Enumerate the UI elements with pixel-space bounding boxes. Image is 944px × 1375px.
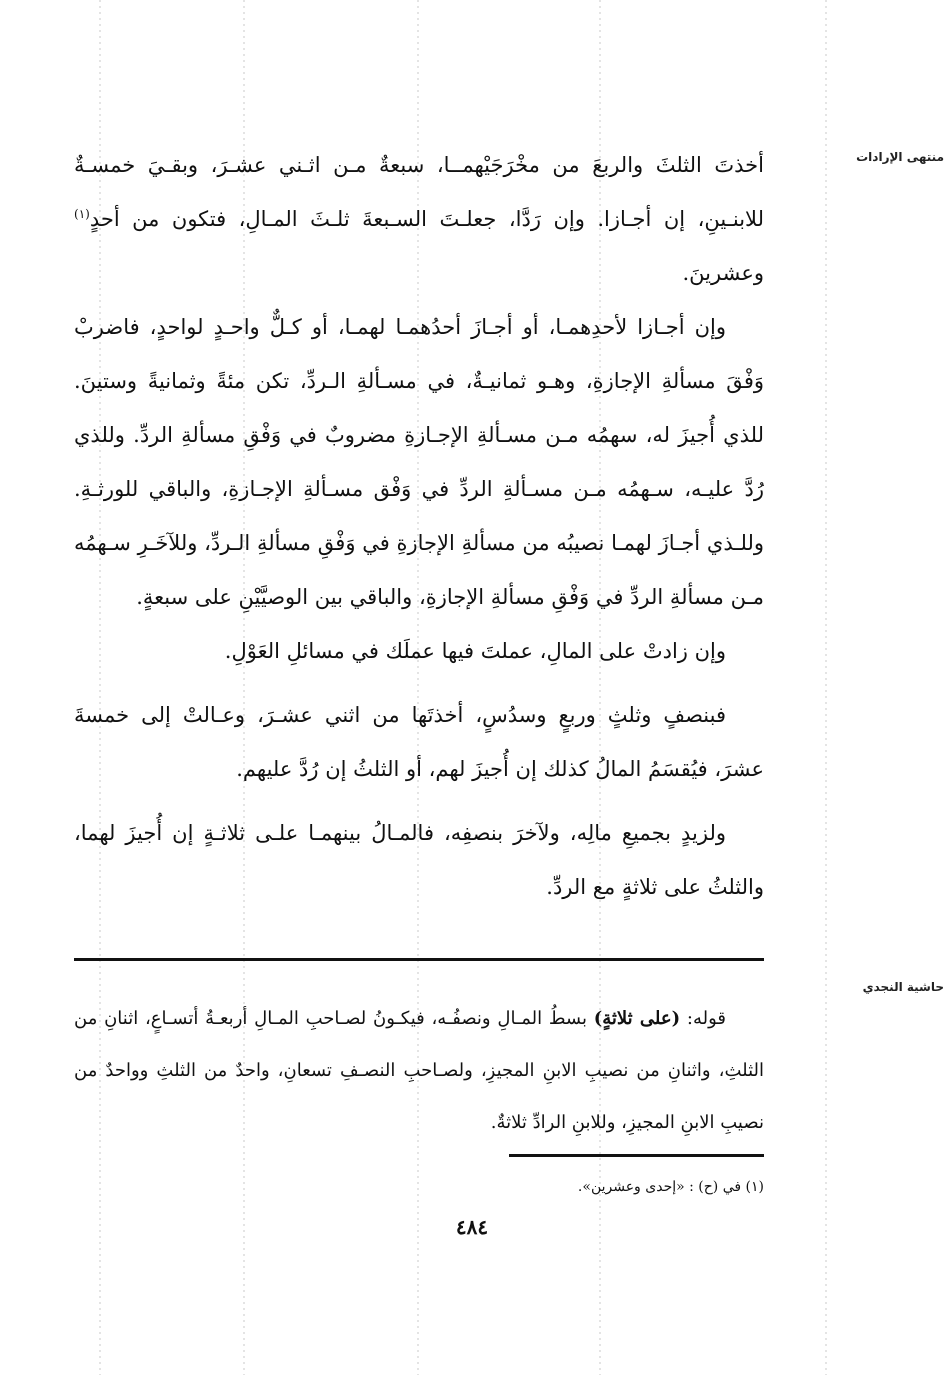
paragraph-1-end: وعشرينَ. bbox=[682, 261, 764, 285]
commentary-paragraph bbox=[74, 993, 764, 1149]
commentary-divider bbox=[74, 958, 764, 961]
margin-label-commentary: حاشية النجدي bbox=[862, 980, 944, 994]
paragraph-2: وإن أجـازا لأحدِهمـا، أو أجـازَ أحدُهمـا لهمـا، أو كـلٌّ واحـدٍ لواحدٍ، فاضربْ وَفْقَ مسألةِ الإجازةِ، وهـو ثمانيـةٌ، في مسـألةِ الـردِّ، تكن مئةً وثمانيةً وستينَ. للذي أُجيزَ له، سهمُه مـن مسـألةِ الإجـازةِ مضروبٌ في وَفْقِ مسألةِ الردِّ. وللذي رُدَّ عليـه، سـهمُه مـن مسـألةِ الردِّ في وَفْق مسـألةِ الإجـازةِ، والباقي للورثـةِ. وللـذي أجـازَ لهمـا نصيبُه من مسألةِ الإجازةِ في وَفْقِ مسألةِ الـردِّ، وللآخَـرِ سـهمُه مـن مسألةِ الردِّ في وَفْقِ مسألةِ الإجازةِ، والباقي بين الوصيَّيْنِ على سبعةٍ. bbox=[74, 315, 764, 609]
paragraph-4: فبنصفٍ وثلثٍ وربعٍ وسدُسٍ، أخذتَها من اثني عشـرَ، وعـالتْ إلى خمسةَ عشرَ، فيُقسَمُ المالُ كذلك إن أُجيزَ لهم، أو الثلثُ إن رُدَّ عليهم. bbox=[74, 703, 764, 781]
footnote: (١) في (ح) : «إحدى وعشرين». bbox=[577, 1179, 764, 1195]
margin-label-book-title: منتهى الإرادات bbox=[856, 150, 944, 164]
commentary-keyword: (على ثلاثةٍ) bbox=[593, 1008, 681, 1029]
paragraph-1-text: أخذتَ الثلثَ والربعَ من مخْرَجَيْهمــا، سبعةٌ مـن اثـني عشـرَ، وبقـيَ خمسـةٌ للابنـينِ، إن أجـازا. وإن رَدَّا، جعلـتَ السـبعةَ ثلـثَ المـالِ، فتكون من أحدٍ bbox=[74, 153, 764, 231]
paragraph-3: وإن زادتْ على المالِ، عملتَ فيها عملَك في مسائلِ العَوْلِ. bbox=[224, 639, 726, 663]
paragraph-1 bbox=[74, 138, 764, 300]
paragraph-5: ولزيدٍ بجميعِ مالِه، ولآخرَ بنصفِه، فالمـالُ بينهمـا علـى ثلاثـةٍ إن أُجيزَ لهما، والثلثُ على ثلاثةٍ مع الردِّ. bbox=[74, 821, 764, 899]
commentary-lead: قوله: bbox=[680, 1008, 726, 1029]
footnote-divider bbox=[509, 1154, 764, 1157]
commentary-body: بسطُ المـالِ ونصفُـه، فيكـونُ لصـاحبِ المـالِ أربعـةُ أتسـاعٍ، اثنانِ من الثلثِ، واثنانِ من نصيبِ الابنِ المجيزِ، ولصـاحبِ النصـفِ تسعانِ، واحدٌ من الثلثِ وواحدٌ من نصيبِ الابنِ المجيزِ، وللابنِ الرادِّ ثلاثةٌ. bbox=[74, 1008, 764, 1133]
main-text bbox=[74, 138, 764, 914]
footnote-marker: (١) bbox=[74, 207, 90, 221]
commentary-text bbox=[74, 993, 764, 1149]
page-number: ٤٨٤ bbox=[455, 1215, 489, 1239]
